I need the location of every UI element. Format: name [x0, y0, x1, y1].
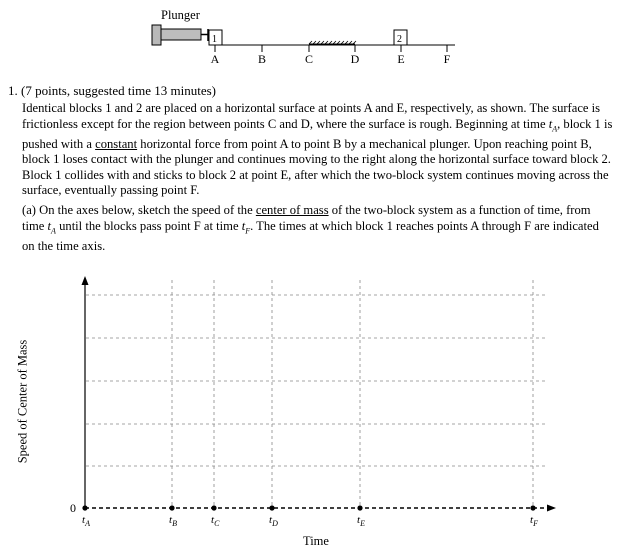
time-symbol-a: $t_A$: [548, 116, 558, 134]
time-symbol-f: $t_F$: [241, 218, 251, 236]
time-label-b: $t_B$: [169, 514, 177, 528]
part-label: (a): [22, 203, 36, 217]
para-text-3: horizontal force from point A to point B by a mechanical plunger. Upon reaching point B, block 1 loses contact with the plunger and continues moving to the right along the horizontal surface toward block 2. Block 1 collides with and sticks to block 2 at point E, after which the two-block system continues moving across the surface, eventually passing point F.: [22, 136, 611, 198]
question-paragraph: Identical blocks 1 and 2 are placed on a horizontal surface at points A and E, respectively, as shown. The surface is frictionless except for the region between points C and D, where the surface is rough. Beginning at time $t_A$, block 1 is pushed with a constant horizontal force from point A to point B by a mechanical plunger. Upon reaching point B, block 1 loses contact with the plunger and continues moving to the right along the horizontal surface toward block 2. Block 1 collides with and sticks to block 2 at point E, after which the two-block system continues moving across the surface, eventually passing point F.: [22, 101, 613, 198]
part-text-3: until the blocks pass point F at time: [59, 218, 239, 233]
time-dot-b: [169, 505, 174, 510]
time-dot-e: [357, 505, 362, 510]
point-label-a: A: [210, 52, 220, 66]
para-text-1: Identical blocks 1 and 2 are placed on a horizontal surface at points A and E, respectively, as shown. The surface is frictionless except for the region between points C and D, where the surface is rough. Beginning at time: [22, 101, 601, 131]
point-label-b: B: [257, 52, 267, 66]
part-text-4: . The times at which block 1 reaches points A through F are indicated on the time axis.: [22, 218, 599, 253]
y-axis-arrow: [82, 276, 89, 285]
time-label-a: $t_A$: [82, 514, 90, 528]
para-underlined-word: constant: [95, 136, 138, 151]
time-label-f: $t_F$: [530, 514, 538, 528]
question-points: (7 points, suggested time 13 minutes): [21, 83, 216, 98]
point-label-d: D: [350, 52, 360, 66]
vertical-gridlines: [172, 280, 533, 506]
plunger-label: Plunger: [161, 8, 200, 22]
time-dot-f: [530, 505, 535, 510]
time-symbol-a-2: $t_A$: [47, 218, 56, 236]
point-label-c: C: [304, 52, 314, 66]
horizontal-gridlines: [86, 295, 548, 466]
para-text-2: block 1 is pushed with a: [22, 116, 613, 151]
time-label-e: $t_E$: [357, 514, 365, 528]
x-axis-arrow: [547, 505, 556, 512]
x-axis-label: Time: [303, 534, 329, 548]
part-text-1: On the axes below, sketch the speed of the: [39, 203, 253, 217]
time-dot-a: [82, 505, 87, 510]
time-dot-d: [269, 505, 274, 510]
part-text-2: of the two-block system as a function of time, from time: [22, 203, 591, 233]
part-underlined: center of mass: [255, 203, 329, 217]
point-label-e: E: [397, 52, 405, 66]
question-number: 1.: [8, 83, 18, 98]
time-dot-c: [211, 505, 216, 510]
point-label-f: F: [443, 52, 451, 66]
time-label-d: $t_D$: [269, 514, 278, 528]
time-label-c: $t_C$: [211, 514, 220, 528]
origin-label: 0: [70, 501, 76, 515]
y-axis-label: Speed of Center of Mass: [15, 339, 30, 464]
block-2-label: 2: [397, 34, 402, 45]
block-1-label: 1: [212, 34, 217, 45]
